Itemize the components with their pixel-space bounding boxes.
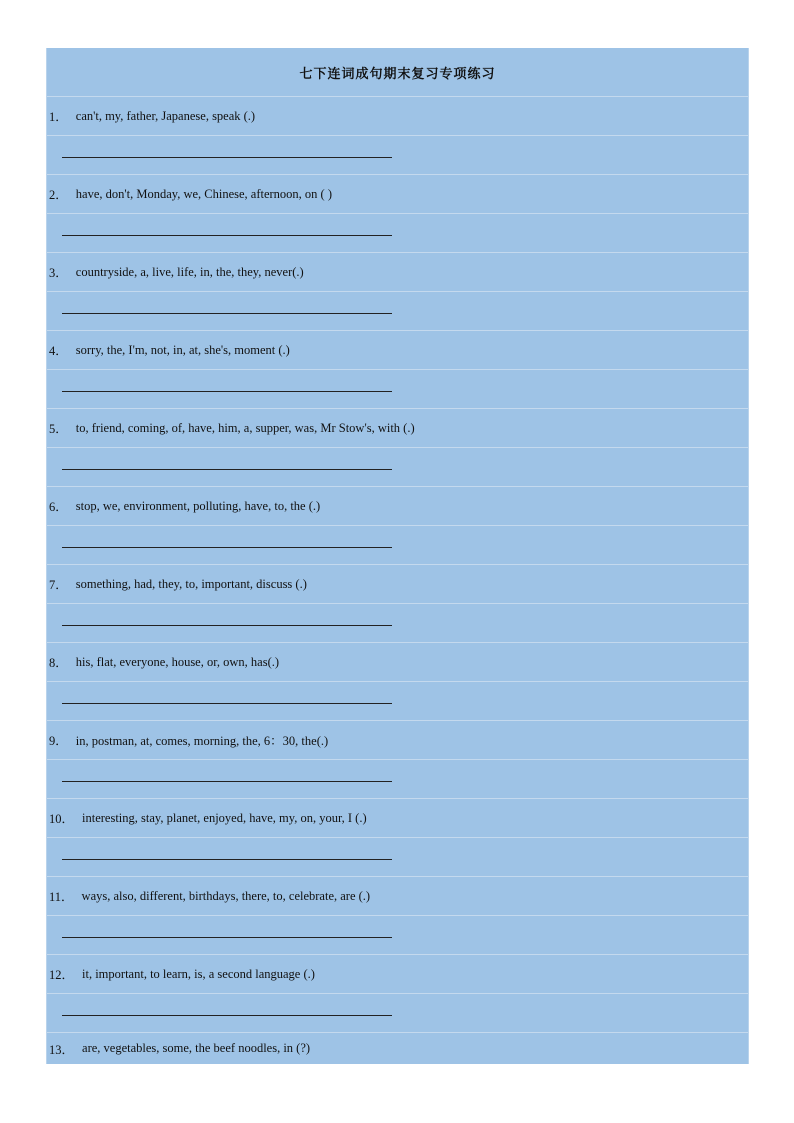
- question-row: [47, 643, 748, 682]
- question-text: have, don't, Monday, we, Chinese, afternoon, on ( ): [75, 186, 333, 201]
- question-row: [47, 331, 748, 370]
- question-number: 11．: [49, 890, 74, 904]
- question-row: [47, 955, 748, 994]
- question-row: [47, 565, 748, 604]
- answer-line[interactable]: [62, 937, 392, 938]
- answer-line[interactable]: [62, 391, 392, 392]
- answer-row: [47, 136, 748, 175]
- question-row: [47, 409, 748, 448]
- question-number: 13．: [49, 1042, 75, 1057]
- answer-row: [47, 214, 748, 253]
- answer-line[interactable]: [62, 235, 392, 236]
- question-row: [47, 877, 748, 916]
- answer-line[interactable]: [62, 313, 392, 314]
- question-row: [47, 487, 748, 526]
- question-row: [47, 799, 748, 838]
- answer-line[interactable]: [62, 781, 392, 782]
- question-text: in, postman, at, comes, morning, the, 6：30, the(.): [75, 734, 329, 748]
- question-number: 9．: [49, 734, 68, 748]
- question-text: ways, also, different, birthdays, there, to, celebrate, are (.): [81, 888, 371, 903]
- question-number: 2．: [49, 188, 68, 202]
- question-text: it, important, to learn, is, a second language (.): [82, 966, 315, 981]
- question-row: [47, 253, 748, 292]
- question-number: 7．: [49, 578, 68, 592]
- answer-row: [47, 370, 748, 409]
- question-number: 10．: [49, 812, 75, 826]
- question-row: [47, 721, 748, 760]
- answer-line[interactable]: [62, 469, 392, 470]
- answer-line[interactable]: [62, 157, 392, 158]
- answer-row: [47, 682, 748, 721]
- answer-line[interactable]: [62, 703, 392, 704]
- question-text: countryside, a, live, life, in, the, they, never(.): [75, 264, 304, 279]
- question-number: 4．: [49, 344, 68, 358]
- answer-row: [47, 916, 748, 955]
- answer-row: [47, 760, 748, 799]
- answer-line[interactable]: [62, 547, 392, 548]
- question-row: [47, 1033, 748, 1064]
- question-number: 12．: [49, 968, 75, 982]
- question-text: his, flat, everyone, house, or, own, has(.): [75, 654, 280, 669]
- answer-row: [47, 526, 748, 565]
- answer-row: [47, 448, 748, 487]
- answer-line[interactable]: [62, 859, 392, 860]
- question-number: 6．: [49, 500, 68, 514]
- question-text: stop, we, environment, polluting, have, to, the (.): [75, 498, 321, 513]
- question-text: something, had, they, to, important, discuss (.): [75, 576, 307, 591]
- question-row: [47, 97, 748, 136]
- answer-row: [47, 994, 748, 1033]
- question-number: 8．: [49, 656, 68, 670]
- answer-line[interactable]: [62, 1015, 392, 1016]
- worksheet-title: 七下连词成句期末复习专项练习: [299, 66, 496, 82]
- question-text: interesting, stay, planet, enjoyed, have, my, on, your, I (.): [82, 810, 367, 825]
- question-text: to, friend, coming, of, have, him, a, supper, was, Mr Stow's, with (.): [75, 420, 415, 435]
- question-text: are, vegetables, some, the beef noodles, in (?): [82, 1041, 311, 1055]
- question-text: can't, my, father, Japanese, speak (.): [75, 108, 256, 123]
- answer-line[interactable]: [62, 625, 392, 626]
- question-number: 3．: [49, 266, 68, 280]
- question-text: sorry, the, I'm, not, in, at, she's, moment (.): [75, 342, 290, 357]
- worksheet-table: [46, 48, 749, 1064]
- question-number: 5．: [49, 422, 68, 436]
- title-row: [47, 48, 748, 97]
- question-row: [47, 175, 748, 214]
- answer-row: [47, 838, 748, 877]
- answer-row: [47, 292, 748, 331]
- question-number: 1．: [49, 110, 68, 124]
- answer-row: [47, 604, 748, 643]
